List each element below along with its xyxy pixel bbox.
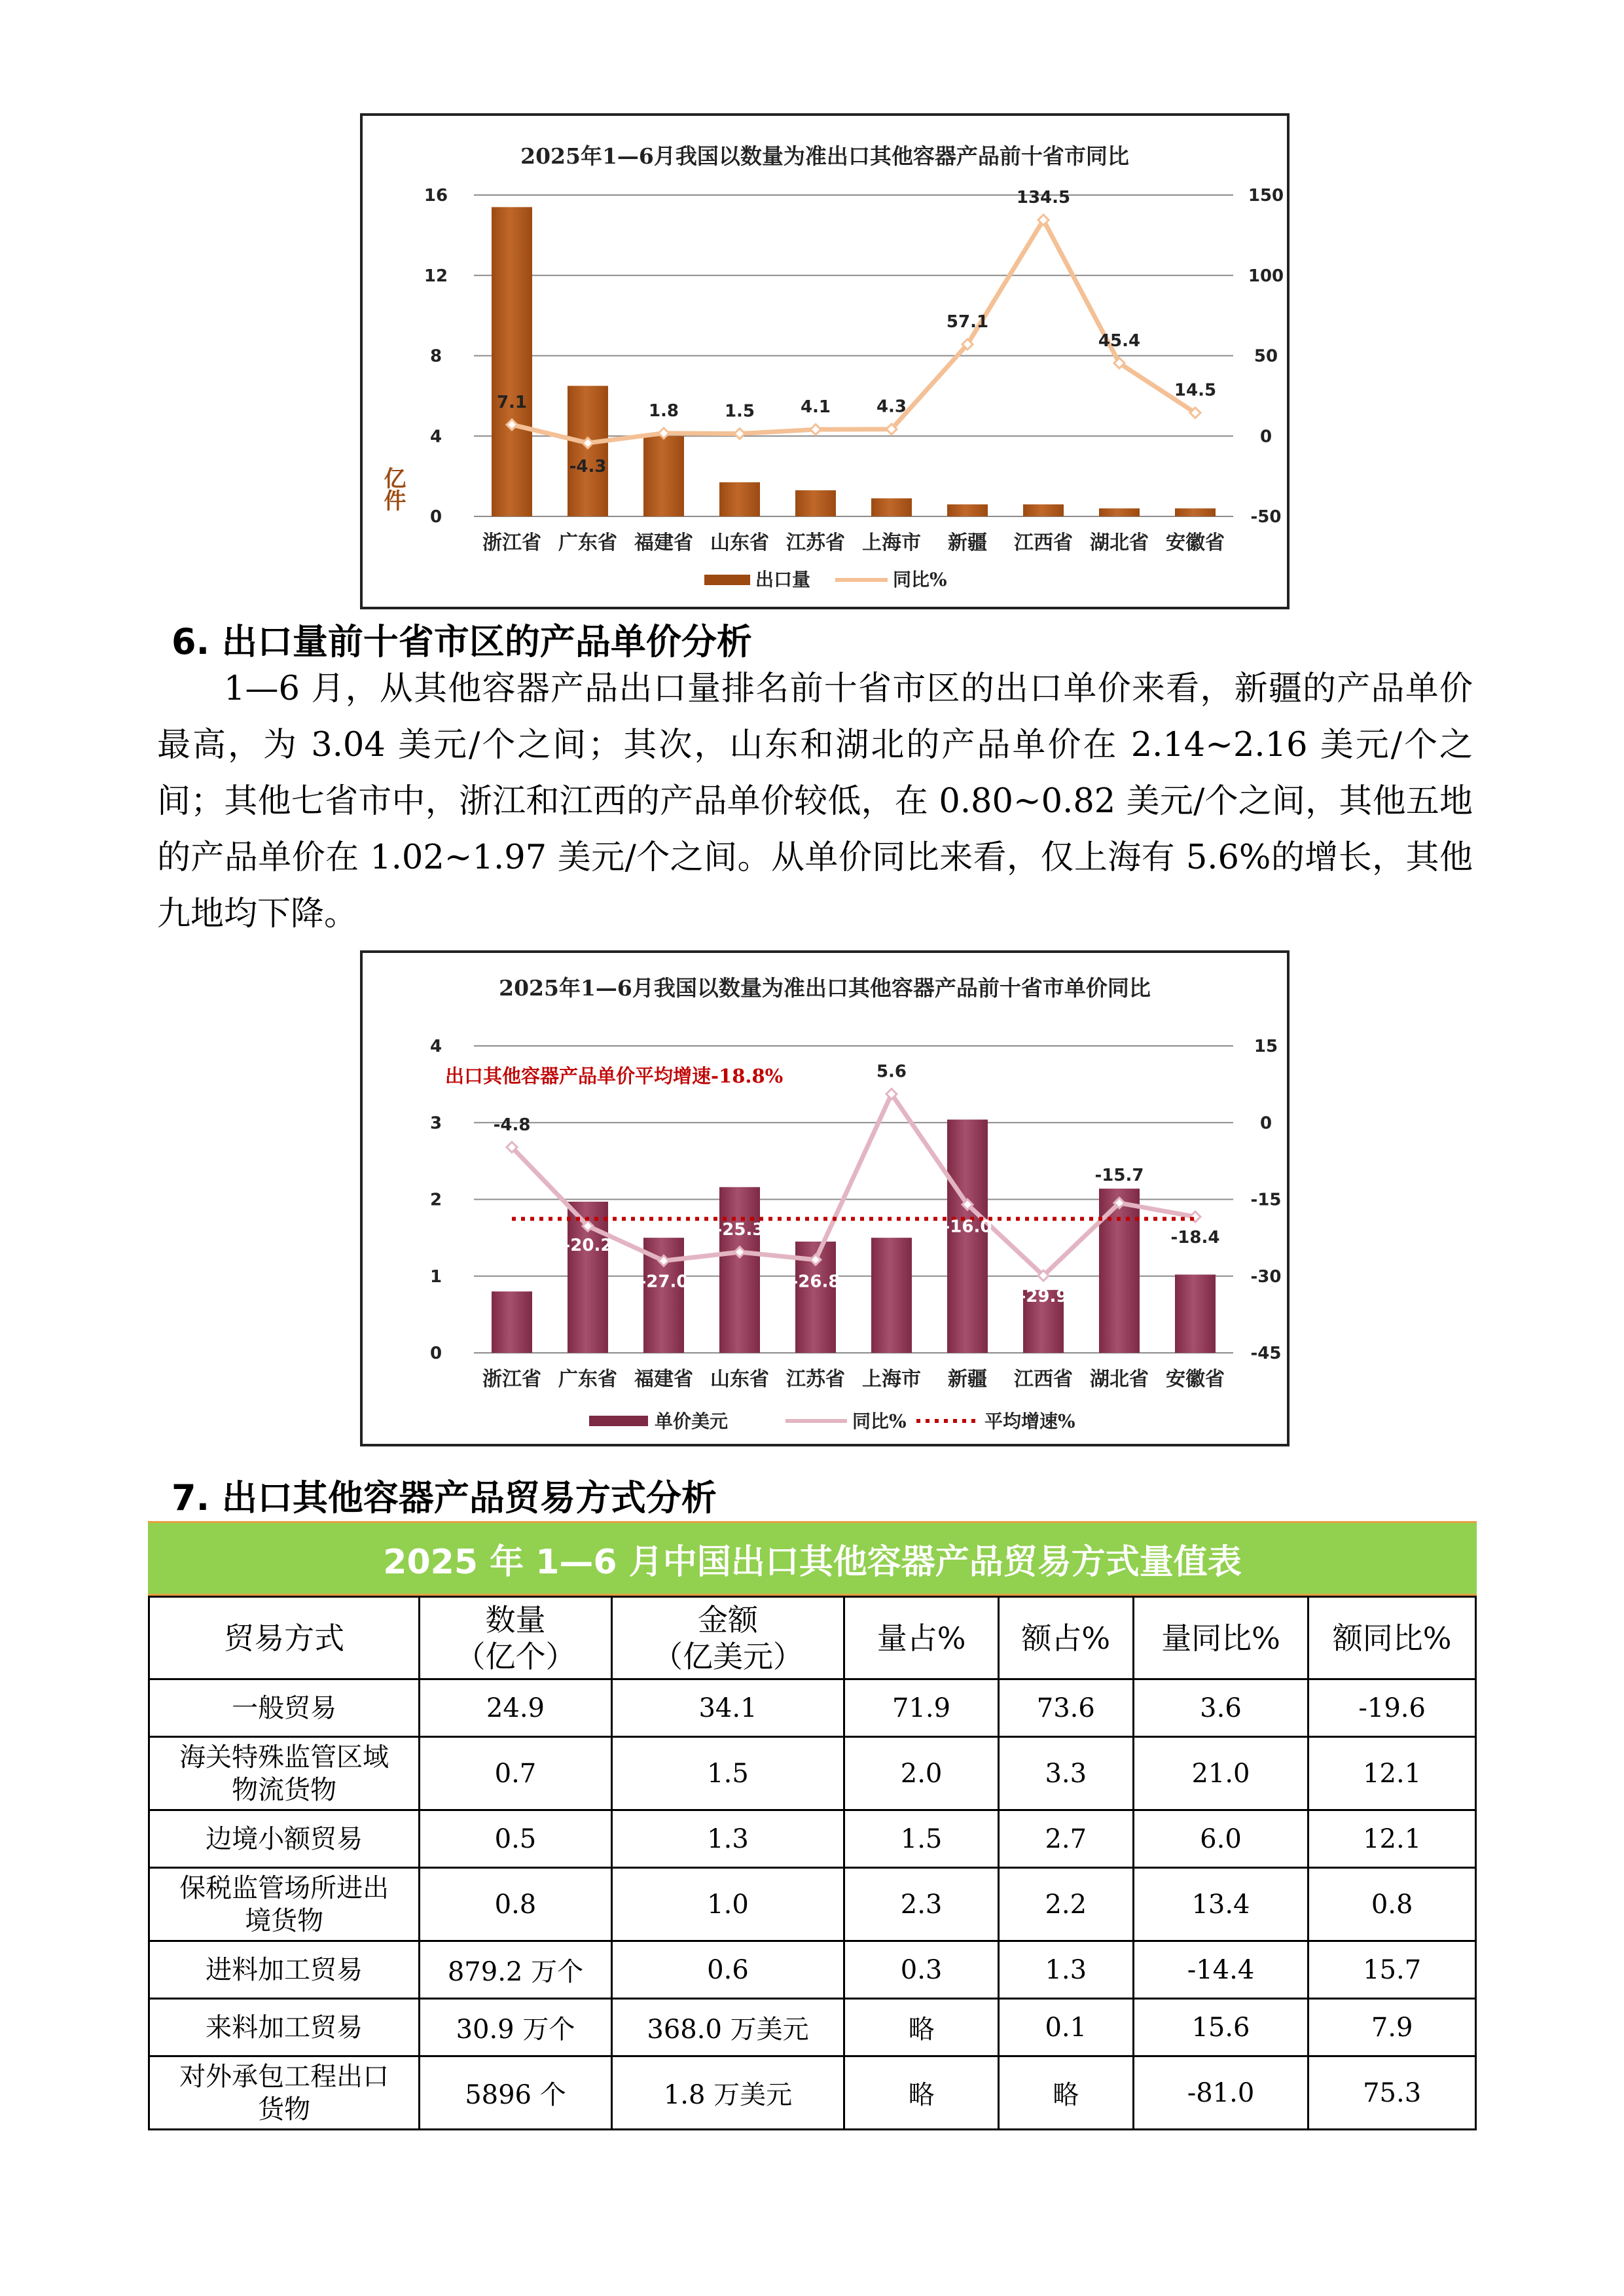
table-row	[149, 1999, 1476, 2056]
trade-table	[148, 1596, 1477, 2130]
header-trade-mode	[149, 1597, 420, 1679]
table-cell: 3.3	[998, 1737, 1133, 1810]
table-cell: -81.0	[1133, 2056, 1308, 2130]
section6-heading: 6. 出口量前十省市区的产品单价分析	[171, 621, 752, 662]
trade-mode-line1: 保税监管场所进出	[179, 1873, 389, 1903]
trade-mode-line1: 海关特殊监管区域	[179, 1742, 389, 1772]
table-cell: 24.9	[420, 1679, 612, 1737]
bar	[947, 505, 988, 516]
table-row	[149, 1868, 1476, 1941]
table-cell: 7.9	[1308, 1999, 1476, 2056]
header-label: 额占%	[1021, 1620, 1111, 1656]
table-cell: 1.5	[844, 1810, 999, 1868]
right-tick-label: 100	[1248, 266, 1284, 286]
legend-bar-label: 出口量	[755, 569, 811, 590]
data-label: 14.5	[1174, 380, 1217, 401]
table-cell: 3.6	[1133, 1679, 1308, 1737]
trade-mode-cell	[149, 1868, 420, 1941]
left-tick-label: 0	[429, 507, 442, 527]
trade-mode-cell	[149, 1999, 420, 2056]
table-row	[149, 1941, 1476, 1999]
table-cell: 21.0	[1133, 1737, 1308, 1810]
table-cell: -19.6	[1308, 1679, 1476, 1737]
right-tick-label: -50	[1250, 507, 1282, 527]
right-tick-label: 0	[1259, 1113, 1272, 1134]
table-cell: 879.2 万个	[420, 1941, 612, 1999]
unit-label: 亿件	[380, 467, 406, 511]
table-cell: -14.4	[1133, 1941, 1308, 1999]
category-label: 湖北省	[1090, 531, 1149, 554]
header-label: 量占%	[876, 1620, 966, 1656]
header-quantity	[420, 1597, 612, 1679]
left-tick-label: 0	[429, 1344, 442, 1363]
table-cell: 0.8	[1308, 1868, 1476, 1941]
header-label: 量同比%	[1161, 1620, 1280, 1656]
data-label: -4.3	[569, 456, 607, 476]
category-label: 福建省	[634, 531, 693, 554]
table-cell: 6.0	[1133, 1810, 1308, 1868]
category-label: 上海市	[862, 531, 921, 554]
table-cell: 15.7	[1308, 1941, 1476, 1999]
legend-bar-swatch	[589, 1416, 648, 1426]
bar	[795, 490, 836, 516]
category-label: 江西省	[1014, 531, 1073, 554]
table-cell: 30.9 万个	[420, 1999, 612, 2056]
chart2-title: 2025年1—6月我国以数量为准出口其他容器产品前十省市单价同比	[499, 975, 1151, 1001]
data-label: 57.1	[946, 312, 989, 332]
left-tick-label: 3	[429, 1113, 442, 1134]
data-label: 1.8	[648, 401, 679, 421]
table-cell: 71.9	[844, 1679, 999, 1737]
category-label: 安徽省	[1166, 1368, 1225, 1391]
right-tick-label: -30	[1250, 1266, 1282, 1287]
bar	[1023, 505, 1064, 516]
table-cell: 0.6	[611, 1941, 844, 1999]
average-annotation: 出口其他容器产品单价平均增速-18.8%	[445, 1065, 784, 1087]
data-label: 45.4	[1098, 331, 1141, 351]
data-label: -25.3	[715, 1220, 765, 1240]
category-label: 新疆	[948, 531, 987, 554]
table-cell: 1.5	[611, 1737, 844, 1810]
table-cell: 12.1	[1308, 1737, 1476, 1810]
category-label: 浙江省	[482, 531, 541, 554]
trade-mode-line2: 货物	[258, 2094, 311, 2125]
table-cell: 1.3	[611, 1810, 844, 1868]
table-cell: 5896 个	[420, 2056, 612, 2130]
table-row	[149, 1679, 1476, 1737]
chart1-svg	[363, 116, 1287, 607]
data-label: -20.2	[563, 1236, 613, 1256]
data-label: -4.8	[493, 1115, 531, 1135]
category-label: 广东省	[558, 531, 617, 554]
trade-mode-cell	[149, 1737, 420, 1810]
table-cell: 0.7	[420, 1737, 612, 1810]
table-cell: 0.8	[420, 1868, 612, 1941]
table-cell: 1.3	[998, 1941, 1133, 1999]
left-tick-label: 2	[429, 1190, 442, 1210]
table-cell: 2.7	[998, 1810, 1133, 1868]
data-label: -16.0	[943, 1217, 992, 1237]
yoy-point	[734, 429, 745, 439]
header-unit: （亿个）	[455, 1638, 576, 1674]
trade-mode-line1: 来料加工贸易	[206, 2012, 363, 2043]
data-label: 4.3	[876, 397, 907, 417]
bar	[719, 482, 760, 516]
table-cell: 2.2	[998, 1868, 1133, 1941]
left-tick-label: 4	[429, 1037, 442, 1056]
bar	[492, 207, 532, 516]
trade-mode-line2: 境货物	[245, 1905, 324, 1936]
table-cell: 13.4	[1133, 1868, 1308, 1941]
trade-mode-cell	[149, 1810, 420, 1868]
table-cell: 34.1	[611, 1679, 844, 1737]
table-cell: 略	[844, 1999, 999, 2056]
header-quantity-yoy	[1133, 1597, 1308, 1679]
chart1-title: 2025年1—6月我国以数量为准出口其他容器产品前十省市同比	[520, 143, 1129, 169]
table-cell: 73.6	[998, 1679, 1133, 1737]
chart2-svg	[363, 953, 1287, 1444]
category-label: 湖北省	[1090, 1368, 1149, 1391]
trade-table-title: 2025 年 1—6 月中国出口其他容器产品贸易方式量值表	[148, 1521, 1477, 1596]
table-cell: 2.3	[844, 1868, 999, 1941]
category-label: 广东省	[558, 1368, 617, 1391]
table-cell: 0.3	[844, 1941, 999, 1999]
left-tick-label: 4	[429, 427, 442, 447]
yoy-line	[512, 220, 1195, 443]
trade-mode-line1: 进料加工贸易	[206, 1954, 363, 1985]
trade-mode-line1: 对外承包工程出口	[179, 2061, 389, 2092]
category-label: 江西省	[1014, 1368, 1073, 1391]
table-cell: 1.0	[611, 1868, 844, 1941]
trade-mode-line1: 一般贸易	[232, 1693, 337, 1723]
bar	[568, 386, 608, 516]
header-label: 数量	[485, 1602, 546, 1638]
trade-mode-line2: 物流货物	[232, 1774, 337, 1805]
bar	[871, 1238, 912, 1353]
table-cell: 15.6	[1133, 1999, 1308, 2056]
data-label: -18.4	[1170, 1228, 1220, 1248]
category-label: 上海市	[862, 1368, 921, 1391]
header-quantity-share	[844, 1597, 999, 1679]
right-tick-label: 0	[1259, 427, 1272, 447]
header-label: 贸易方式	[224, 1620, 345, 1656]
bar	[1175, 509, 1216, 516]
table-cell: 75.3	[1308, 2056, 1476, 2130]
category-label: 山东省	[710, 1368, 769, 1391]
bar	[643, 436, 684, 516]
left-tick-label: 8	[429, 346, 442, 367]
header-label: 额同比%	[1332, 1620, 1452, 1656]
data-label: -26.8	[791, 1272, 840, 1292]
table-row	[149, 1737, 1476, 1810]
data-label: 5.6	[876, 1062, 907, 1082]
bar	[1099, 509, 1140, 516]
header-label: 金额	[697, 1602, 758, 1638]
bar	[871, 498, 912, 516]
table-cell: 0.1	[998, 1999, 1133, 2056]
trade-mode-line1: 边境小额贸易	[206, 1823, 363, 1854]
header-unit: （亿美元）	[652, 1638, 803, 1674]
legend-bar-swatch	[704, 575, 750, 585]
table-cell: 12.1	[1308, 1810, 1476, 1868]
trade-mode-cell	[149, 1941, 420, 1999]
right-tick-label: 150	[1248, 186, 1284, 206]
table-cell: 略	[998, 2056, 1133, 2130]
bar	[719, 1187, 760, 1353]
data-label: -29.9	[1019, 1286, 1068, 1306]
left-tick-label: 16	[424, 186, 448, 206]
bar	[1175, 1274, 1216, 1353]
chart1-container	[360, 113, 1290, 609]
bar	[492, 1291, 532, 1353]
legend-line-label: 同比%	[893, 569, 947, 590]
table-row	[149, 2056, 1476, 2130]
data-label: -27.0	[639, 1272, 689, 1292]
right-tick-label: 15	[1254, 1037, 1278, 1056]
table-cell: 略	[844, 2056, 999, 2130]
category-label: 浙江省	[482, 1368, 541, 1391]
trade-mode-cell	[149, 1679, 420, 1737]
category-label: 安徽省	[1166, 531, 1225, 554]
yoy-point	[810, 424, 821, 435]
legend-bar-label: 单价美元	[655, 1410, 729, 1432]
table-row	[149, 1810, 1476, 1868]
right-tick-label: 50	[1254, 346, 1278, 367]
right-tick-label: -45	[1250, 1344, 1282, 1363]
legend-line-label: 同比%	[852, 1410, 907, 1432]
category-label: 江苏省	[786, 1368, 845, 1391]
chart2-container	[360, 950, 1290, 1446]
bar	[1099, 1189, 1140, 1353]
left-tick-label: 12	[424, 266, 448, 286]
right-tick-label: -15	[1250, 1190, 1282, 1210]
data-label: 1.5	[724, 401, 755, 422]
category-label: 新疆	[948, 1368, 987, 1391]
yoy-line	[512, 1094, 1195, 1275]
header-amount	[611, 1597, 844, 1679]
trade-mode-cell	[149, 2056, 420, 2130]
section7-heading: 7. 出口其他容器产品贸易方式分析	[171, 1477, 717, 1518]
header-amount-share	[998, 1597, 1133, 1679]
header-amount-yoy	[1308, 1597, 1476, 1679]
section6-paragraph: 1—6 月，从其他容器产品出口量排名前十省市区的出口单价来看，新疆的产品单价最高，为 3.04 美元/个之间；其次，山东和湖北的产品单价在 2.14~2.16 美元/个之间；其他七省市中，浙江和江西的产品单价较低，在 0.80~0.82 美元/个之间，其他五地的产品单价在 1.02~1.97 美元/个之间。从单价同比来看，仅上海有 5.6%的增长，其他九地均下降。	[157, 670, 1473, 933]
category-label: 福建省	[634, 1368, 693, 1391]
data-label: 134.5	[1016, 188, 1071, 208]
table-cell: 2.0	[844, 1737, 999, 1810]
legend-avg-label: 平均增速%	[984, 1410, 1075, 1432]
table-cell: 0.5	[420, 1810, 612, 1868]
table-header-row	[149, 1597, 1476, 1679]
left-tick-label: 1	[429, 1266, 442, 1287]
data-label: 7.1	[496, 392, 528, 412]
data-label: 4.1	[800, 397, 831, 418]
category-label: 山东省	[710, 531, 769, 554]
data-label: -15.7	[1094, 1165, 1144, 1185]
table-cell: 368.0 万美元	[611, 1999, 844, 2056]
category-label: 江苏省	[786, 531, 845, 554]
table-cell: 1.8 万美元	[611, 2056, 844, 2130]
